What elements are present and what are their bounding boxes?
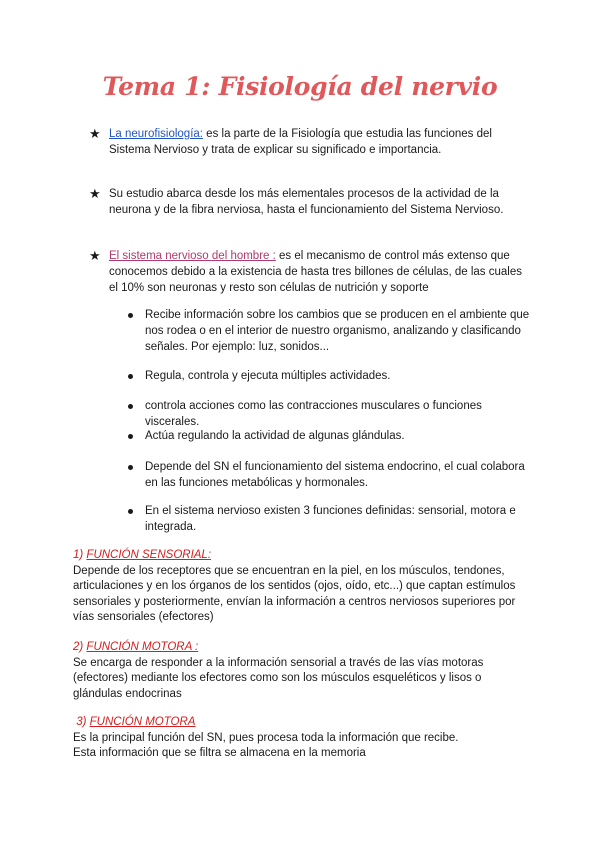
star-item-text: El sistema nervioso del hombre : es el mecanismo de control más extenso que conocemos debido a la existencia de hasta tres billones de células, de las cuales el 10% son neuronas y resto son células de nutrición y soporte (109, 250, 522, 294)
bullet-dot-icon (128, 404, 133, 409)
bullet-dot-icon (128, 374, 133, 379)
star-item-sistema-nervioso (89, 248, 529, 296)
list-item: Depende del SN el funcionamiento del sistema endocrino, el cual colabora en las funciones metabólicas y hormonales. (128, 459, 538, 491)
section-body: Se encarga de responder a la información sensorial a través de las vías motoras (efectores) mediante los efectores como son los músculos esqueléticos y lisos o glándulas endocrinas (73, 656, 484, 700)
star-item-neurofisiologia (89, 126, 529, 158)
term-neurofisiologia: La neurofisiología: (109, 128, 203, 140)
bullet-dot-icon (128, 313, 133, 318)
list-item: Actúa regulando la actividad de algunas glándulas. (128, 428, 538, 444)
bullet-dot-icon (128, 465, 133, 470)
list-item: Recibe información sobre los cambios que se producen en el ambiente que nos rodea o en el interior de nuestro organismo, analizando y clasificando señales. Por ejemplo: luz, sonidos... (128, 307, 538, 355)
star-icon: ★ (89, 248, 101, 263)
bullet-dot-icon (128, 509, 133, 514)
star-item-estudio (89, 186, 529, 218)
term-sistema-nervioso: El sistema nervioso del hombre : (109, 250, 276, 262)
list-item: controla acciones como las contracciones musculares o funciones viscerales. (128, 398, 538, 430)
list-item: En el sistema nervioso existen 3 funciones definidas: sensorial, motora e integrada. (128, 503, 538, 535)
section-heading: 2) FUNCIÓN MOTORA : (73, 641, 199, 653)
page-title: Tema 1: Fisiología del nervio (102, 72, 498, 101)
star-item-text: La neurofisiología: es la parte de la Fisiología que estudia las funciones del Sistema Nervioso y trata de explicar su significado e importancia. (109, 128, 492, 156)
section-body: Es la principal función del SN, pues procesa toda la información que recibe. Esta información que se filtra se almacena en la memoria (73, 731, 459, 759)
section-heading: 1) FUNCIÓN SENSORIAL: (73, 549, 212, 561)
section-integradora (73, 715, 533, 762)
bullet-dot-icon (128, 434, 133, 439)
star-item-text: Su estudio abarca desde los más elementales procesos de la actividad de la neurona y de la fibra nerviosa, hasta el funcionamiento del Sistema Nervioso. (109, 188, 504, 216)
section-sensorial (73, 548, 533, 626)
list-item: Regula, controla y ejecuta múltiples actividades. (128, 368, 538, 384)
section-body: Depende de los receptores que se encuentran en la piel, en los músculos, tendones, articulaciones y en los órganos de los sentidos (ojos, oído, etc...) que captan estímulos sensoriales y posteriormente, envían la información a centros nerviosos superiores por vías sensoriales (efectores) (73, 564, 516, 623)
star-icon: ★ (89, 186, 101, 201)
section-motora (73, 640, 533, 702)
section-heading: 3) FUNCIÓN MOTORA (73, 716, 196, 728)
star-icon: ★ (89, 126, 101, 141)
